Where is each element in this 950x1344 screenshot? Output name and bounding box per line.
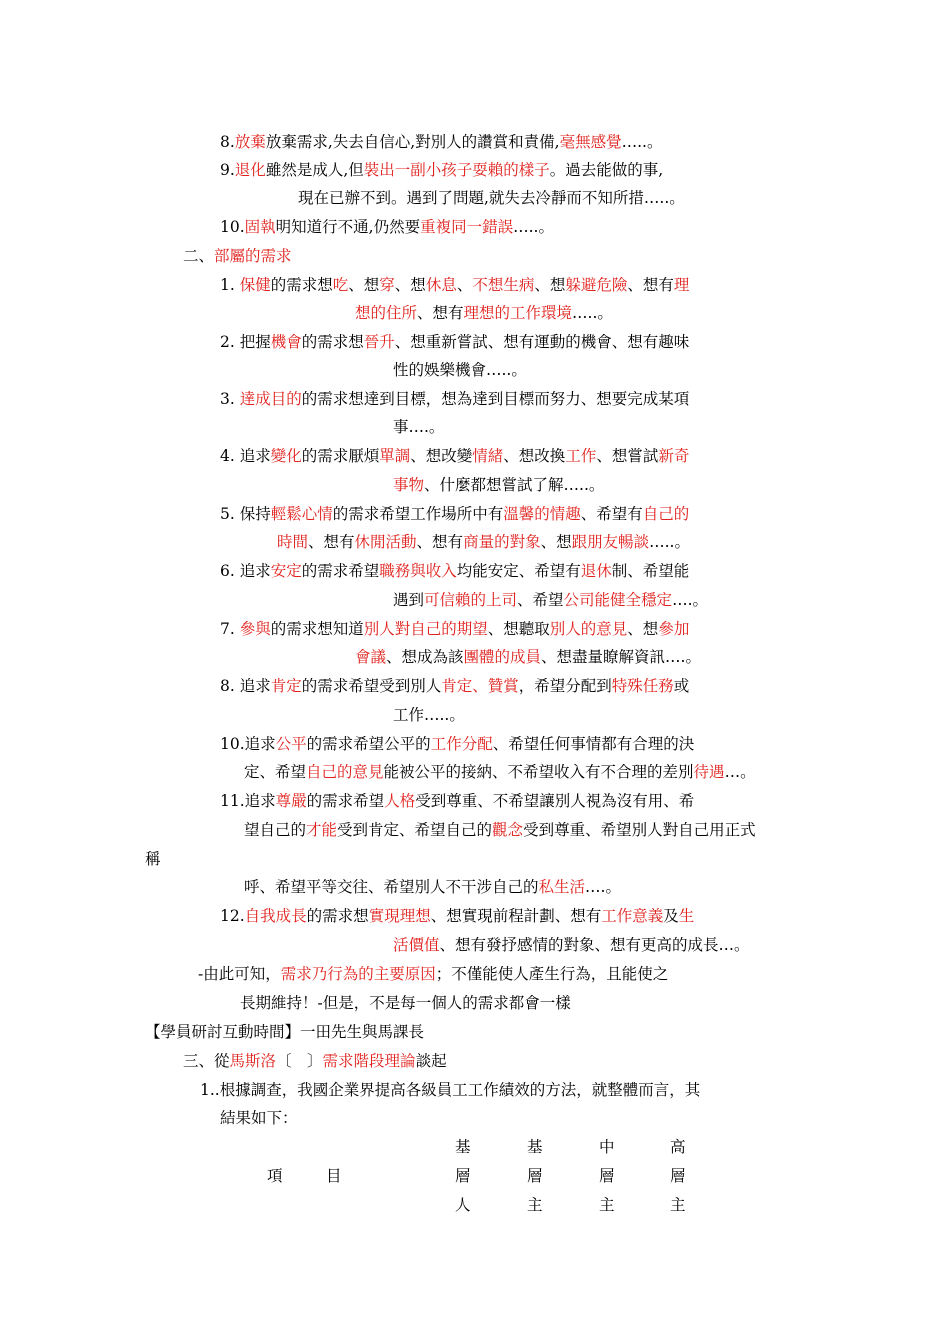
text-segment: …。 — [724, 763, 756, 781]
text-segment: 、希望有 — [580, 505, 643, 523]
text-line — [220, 217, 554, 237]
highlighted-text: 時間 — [277, 533, 309, 551]
highlighted-text: 穿 — [379, 276, 395, 294]
text-line — [393, 417, 444, 437]
highlighted-text: 特殊任務 — [611, 677, 674, 695]
text-line — [220, 676, 689, 696]
text-segment: 、 — [456, 276, 473, 294]
text-segment: 2. 把握 — [220, 333, 271, 351]
table-col-4-char-3: 主 — [670, 1196, 686, 1214]
highlighted-text: 機會 — [270, 333, 302, 351]
highlighted-text: 跟朋友暢談 — [571, 533, 650, 551]
highlighted-text: 情緒 — [472, 447, 504, 465]
table-col-2-char-2: 層 — [527, 1167, 543, 1185]
text-segment: 3. — [220, 390, 240, 408]
highlighted-text: 休閒活動 — [354, 533, 417, 551]
text-segment: 、想有 — [308, 533, 355, 551]
text-line — [393, 360, 527, 380]
text-segment: …..。 — [649, 533, 690, 551]
highlighted-text: 單調 — [379, 447, 411, 465]
text-segment: 的需求希望工作場所中有 — [332, 505, 504, 523]
text-segment: 、希望任何事情都有合理的決 — [492, 735, 695, 753]
highlighted-text: 固執 — [244, 218, 276, 236]
text-segment: 8. — [220, 133, 235, 151]
highlighted-text: 職務與收入 — [379, 562, 457, 580]
text-segment: 的需求想達到目標，想為達到目標而努力、想要完成某項 — [301, 390, 690, 408]
text-segment: 的需求希望受到別人 — [301, 677, 442, 695]
table-col-3-char-1: 中 — [599, 1138, 615, 1156]
text-segment: 10.追求 — [220, 735, 276, 753]
text-line — [220, 389, 689, 409]
highlighted-text: 裝出一副小孩子耍賴的樣子 — [363, 161, 550, 179]
text-segment: 、想嘗試 — [596, 447, 659, 465]
text-segment: 的需求希望 — [301, 562, 380, 580]
text-segment: 、想重新嘗試、想有運動的機會、想有趣味 — [394, 333, 690, 351]
table-col-4-char-2: 層 — [670, 1167, 686, 1185]
text-line — [277, 532, 690, 552]
highlighted-text: 工作意義 — [601, 907, 664, 925]
text-segment: 、想 — [348, 276, 380, 294]
highlighted-text: 工作 — [565, 447, 597, 465]
table-col-3-char-2: 層 — [599, 1167, 615, 1185]
table-item-label-2: 目 — [326, 1167, 342, 1185]
highlighted-text: 會議 — [355, 648, 387, 666]
highlighted-text: 別人對自己的期望 — [363, 620, 488, 638]
text-segment: …..。 — [572, 304, 613, 322]
highlighted-text: 輕鬆心情 — [270, 505, 333, 523]
highlighted-text: 商量的對象 — [463, 533, 541, 551]
text-segment: 12. — [220, 907, 245, 925]
text-segment: 望自己的 — [244, 821, 307, 839]
text-line — [393, 705, 465, 725]
text-line — [220, 791, 694, 811]
highlighted-text: 活價值 — [393, 936, 440, 954]
text-segment: 、想 — [394, 276, 426, 294]
text-line — [220, 132, 662, 152]
text-line — [145, 1022, 424, 1042]
text-line — [220, 734, 694, 754]
highlighted-text: 自己的意見 — [306, 763, 384, 781]
text-segment: 、想 — [534, 276, 566, 294]
highlighted-text: 達成目的 — [239, 390, 302, 408]
highlighted-text: 觀念 — [492, 821, 524, 839]
text-segment: 制、希望能 — [611, 562, 690, 580]
text-segment: 9. — [220, 161, 235, 179]
text-line — [183, 1051, 447, 1071]
highlighted-text: 溫馨的情趣 — [503, 505, 581, 523]
highlighted-text: 新奇 — [658, 447, 690, 465]
text-segment: 遇到 — [393, 591, 425, 609]
highlighted-text: 團體的成員 — [463, 648, 542, 666]
text-segment: 5. 保持 — [220, 505, 271, 523]
highlighted-text: 可信賴的上司 — [424, 591, 518, 609]
text-segment: 1. — [220, 276, 240, 294]
highlighted-text: 理 — [673, 276, 690, 294]
text-segment: 、想改換 — [503, 447, 566, 465]
text-line — [355, 647, 701, 667]
highlighted-text: 休息 — [425, 276, 457, 294]
text-segment: 、想有發抒感情的對象、想有更高的成長…。 — [439, 936, 750, 954]
text-segment: 受到尊重、希望別人對自己用正式 — [523, 821, 756, 839]
highlighted-text: 部屬的需求 — [214, 247, 292, 265]
text-line — [393, 590, 708, 610]
text-line — [220, 561, 689, 581]
text-segment: …..。 — [621, 133, 663, 151]
text-segment: 10. — [220, 218, 245, 236]
highlighted-text: 生 — [678, 907, 695, 925]
text-segment: 、想改變 — [410, 447, 473, 465]
text-segment: ，希望分配到 — [518, 677, 612, 695]
highlighted-text: 人格 — [384, 792, 416, 810]
text-segment: 【學員研討互動時間】一田先生與馬課長 — [145, 1023, 425, 1041]
text-segment: 定、希望 — [244, 763, 307, 781]
highlighted-text: 參與 — [239, 620, 271, 638]
text-line — [244, 820, 756, 840]
table-item-label-1: 項 — [267, 1167, 283, 1185]
text-segment: 稱 — [145, 850, 161, 868]
text-segment: 、想 — [540, 533, 572, 551]
highlighted-text: 公平 — [275, 735, 307, 753]
highlighted-text: 尊嚴 — [275, 792, 307, 810]
text-segment: 工作…..。 — [393, 706, 465, 724]
text-segment: 、想有 — [417, 304, 464, 322]
highlighted-text: 退休 — [580, 562, 612, 580]
highlighted-text: 肯定 — [270, 677, 302, 695]
text-line — [244, 877, 621, 897]
highlighted-text: 退化 — [234, 161, 266, 179]
text-segment: 現在已辦不到。遇到了問題,就失去冷靜而不知所措…..。 — [298, 189, 685, 207]
text-segment: ….。 — [585, 878, 621, 896]
table-col-2-char-3: 主 — [527, 1196, 543, 1214]
text-segment: 的需求厭煩 — [301, 447, 380, 465]
table-col-1-char-3: 人 — [455, 1196, 471, 1214]
text-segment: 的需求想 — [301, 333, 364, 351]
text-line — [393, 475, 604, 495]
text-segment: 談起 — [415, 1052, 447, 1070]
text-segment: 、希望 — [517, 591, 564, 609]
table-col-4-char-1: 高 — [670, 1138, 686, 1156]
highlighted-text: 需求乃行為的主要原因 — [280, 965, 436, 983]
text-segment: 結果如下： — [220, 1109, 298, 1127]
highlighted-text: 私生活 — [538, 878, 586, 896]
text-segment: 、想有 — [416, 533, 464, 551]
table-col-3-char-3: 主 — [599, 1196, 615, 1214]
text-line — [198, 964, 668, 984]
text-segment: 的需求想知道 — [270, 620, 364, 638]
text-segment: 雖然是成人,但 — [265, 161, 364, 179]
highlighted-text: 公司能健全穩定 — [563, 591, 673, 609]
text-line — [298, 188, 685, 208]
highlighted-text: 馬斯洛 — [229, 1052, 277, 1070]
text-line — [220, 332, 689, 352]
text-segment: 事….。 — [393, 418, 445, 436]
highlighted-text: 安定 — [270, 562, 302, 580]
table-col-2-char-1: 基 — [527, 1138, 543, 1156]
text-segment: 、想成為該 — [386, 648, 464, 666]
highlighted-text: 參加 — [658, 620, 690, 638]
highlighted-text: 自我成長 — [244, 907, 307, 925]
highlighted-text: 待遇 — [693, 763, 725, 781]
highlighted-text: 吃 — [332, 276, 349, 294]
highlighted-text: 重複同一錯誤 — [420, 218, 514, 236]
text-line — [244, 762, 756, 782]
text-segment: 、想盡量瞭解資訊….。 — [541, 648, 701, 666]
text-segment: 〔 〕 — [276, 1052, 323, 1070]
highlighted-text: 肯定、贊賞 — [441, 677, 519, 695]
highlighted-text: 才能 — [306, 821, 338, 839]
text-segment: 或 — [673, 677, 690, 695]
text-segment: 6. 追求 — [220, 562, 271, 580]
highlighted-text: 事物 — [393, 476, 425, 494]
text-segment: …..。 — [513, 218, 554, 236]
text-line — [145, 849, 161, 869]
text-segment: 明知道行不通,仍然要 — [275, 218, 421, 236]
text-segment: -由此可知， — [198, 965, 281, 983]
highlighted-text: 放棄 — [234, 133, 266, 151]
text-segment: 1..根據調查，我國企業界提高各級員工工作績效的方法，就整體而言，其 — [200, 1081, 701, 1099]
highlighted-text: 別人的意見 — [549, 620, 628, 638]
text-segment: 、什麼都想嘗試了解…..。 — [424, 476, 605, 494]
highlighted-text: 理想的工作環境 — [463, 304, 573, 322]
text-segment: 的需求想 — [270, 276, 333, 294]
highlighted-text: 變化 — [270, 447, 302, 465]
text-segment: 二、 — [183, 247, 215, 265]
text-line — [220, 906, 694, 926]
text-line — [183, 246, 292, 266]
text-segment: 長期維持！-但是，不是每一個人的需求都會一樣 — [240, 994, 571, 1012]
text-line — [220, 160, 663, 180]
text-segment: 7. — [220, 620, 240, 638]
highlighted-text: 晉升 — [363, 333, 395, 351]
text-line — [220, 1108, 298, 1128]
text-segment: 及 — [663, 907, 679, 925]
highlighted-text: 實現理想 — [368, 907, 431, 925]
text-segment: ….。 — [672, 591, 708, 609]
text-line — [355, 303, 613, 323]
text-segment: 8. 追求 — [220, 677, 271, 695]
text-segment: 均能安定、希望有 — [456, 562, 581, 580]
text-segment: 的需求想 — [306, 907, 369, 925]
text-line — [220, 504, 689, 524]
text-segment: ；不僅能使人產生行為，且能使之 — [435, 965, 669, 983]
text-segment: 、想有 — [627, 276, 674, 294]
text-segment: 三、從 — [183, 1052, 230, 1070]
text-segment: 的需求希望 — [306, 792, 385, 810]
text-segment: 受到尊重、不希望讓別人視為沒有用、希 — [415, 792, 695, 810]
text-segment: 、想聽取 — [487, 620, 550, 638]
highlighted-text: 不想生病 — [472, 276, 535, 294]
text-segment: 能被公平的接納、不希望收入有不合理的差別 — [383, 763, 694, 781]
table-col-1-char-1: 基 — [455, 1138, 471, 1156]
text-line — [220, 619, 689, 639]
highlighted-text: 想的住所 — [355, 304, 418, 322]
text-segment: 。過去能做的事, — [549, 161, 664, 179]
text-segment: 4. 追求 — [220, 447, 271, 465]
highlighted-text: 毫無感覺 — [559, 133, 622, 151]
highlighted-text: 自己的 — [642, 505, 690, 523]
text-line — [393, 935, 750, 955]
highlighted-text: 需求階段理論 — [322, 1052, 416, 1070]
text-segment: 、想實現前程計劃、想有 — [430, 907, 602, 925]
text-segment: 、想 — [627, 620, 659, 638]
text-segment: 受到肯定、希望自己的 — [337, 821, 493, 839]
text-segment: 的需求希望公平的 — [306, 735, 431, 753]
highlighted-text: 工作分配 — [430, 735, 493, 753]
text-line — [220, 275, 689, 295]
highlighted-text: 保健 — [239, 276, 271, 294]
text-segment: 呼、希望平等交往、希望別人不干涉自己的 — [244, 878, 539, 896]
text-segment: 放棄需求,失去自信心,對別人的讚賞和責備, — [265, 133, 560, 151]
text-line — [220, 446, 689, 466]
text-line — [240, 993, 571, 1013]
text-line — [200, 1080, 700, 1100]
text-segment: 性的娛樂機會…..。 — [393, 361, 527, 379]
text-segment: 11.追求 — [220, 792, 276, 810]
highlighted-text: 躲避危險 — [565, 276, 628, 294]
table-col-1-char-2: 層 — [455, 1167, 471, 1185]
